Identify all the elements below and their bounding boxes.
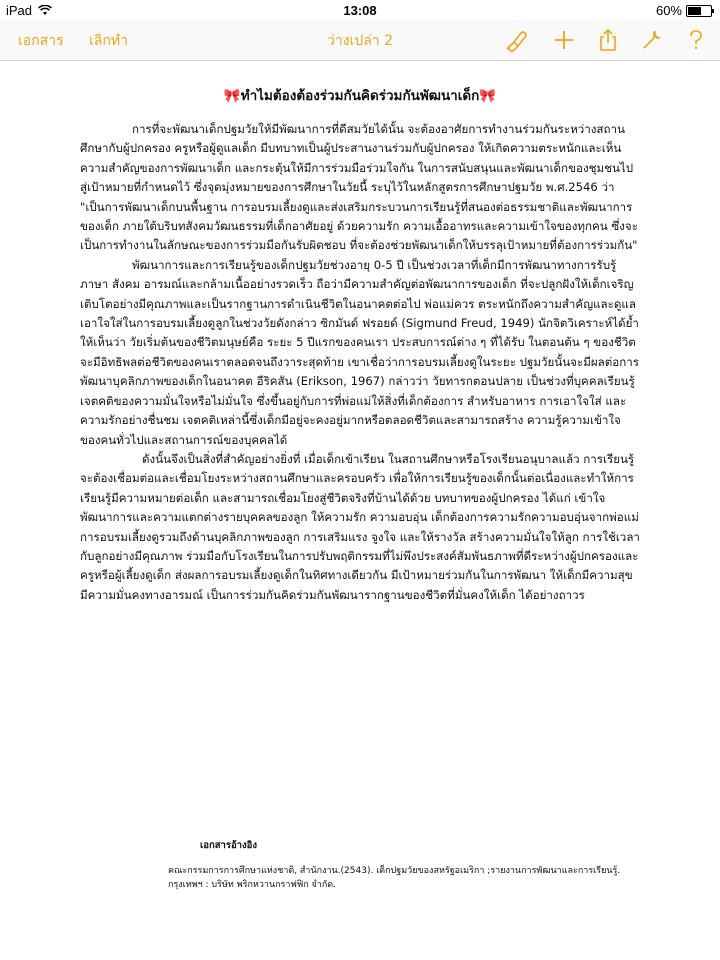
tools-wrench-icon[interactable] [640,28,664,52]
app-toolbar [0,20,720,61]
add-icon[interactable] [552,28,576,52]
documents-button[interactable]: เอกสาร [18,33,64,49]
battery-fill [688,7,701,15]
ribbon-icon-right: 🎀 [479,88,497,104]
carrier-label: iPad [6,3,33,18]
help-icon[interactable] [684,28,708,52]
format-brush-icon[interactable] [504,28,528,52]
battery-icon [686,5,712,17]
references-heading: เอกสารอ้างอิง [200,840,257,851]
heading-text: ทำไมต้องต้องร่วมกันคิดร่วมกันพัฒนาเด็ก [240,88,480,104]
document-heading [80,84,640,106]
battery-percent: 60% [655,3,682,18]
paragraph-3: ดังนั้นจึงเป็นสิ่งที่สำคัญอย่างยิ่งที่ เมื่อเด็กเข้าเรียน ในสถานศึกษาหรือโรงเรียนอนุบาลแล้ว การเรียนรู้จะต้องเชื่อมต่อและเชื่อมโยงระหว่างสถานศึกษาและครอบครัว เพื่อให้การเรียนรู้ของเด็กนั้นต่อเนื่องและทำให้การเรียนรู้มีความหมายต่อเด็ก และสามารถเชื่อมโยงสู่ชีวิตจริงที่บ้านได้ด้วย บทบาทของผู้ปกครอง ได้แก่ เข้าใจพัฒนาการและความแตกต่างรายบุคคลของลูก ให้ความรัก ความอบอุ่น เด็กต้องการความรักความอบอุ่นจากพ่อแม่ การอบรมเลี้ยงดูรวมถึงด้านบุคลิกภาพของลูก การเสริมแรง จูงใจ และให้รางวัล สร้างความมั่นใจให้ลูก การใช้เวลากับลูกอย่างมีคุณภาพ ร่วมมือกับโรงเรียนในการปรับพฤติกรรมที่ไม่พึงประสงค์สัมพันธภาพที่ดีระหว่างผู้ปกครองและครูหรือผู้เลี้ยงดูเด็ก ส่งผลการอบรมเลี้ยงดูเด็กในทิศทางเดียวกัน มีเป้าหมายร่วมกันในการพัฒนา ให้เด็กมีความสุข มีความมั่นคงทางอารมณ์ เป็นการร่วมกันคิดร่วมกันพัฒนารากฐานของชีวิตที่มั่นคงให้เด็ก ได้อย่างถาวร [80,451,640,602]
paragraph-1: การที่จะพัฒนาเด็กปฐมวัยให้มีพัฒนาการที่ดีสมวัยได้นั้น จะต้องอาศัยการทำงานร่วมกันระหว่างสถานศึกษากับผู้ปกครอง ครูหรือผู้ดูแลเด็ก มีบทบาทเป็นผู้ประสานงานร่วมกับผู้ปกครอง ให้เกิดความตระหนักและเห็นความสำคัญของการพัฒนาเด็ก และกระตุ้นให้มีการร่วมมือร่วมใจกัน ในการสนับสนุนและพัฒนาเด็กของชุมชนไปสู่เป้าหมายที่กำหนดไว้ ซึ่งจุดมุ่งหมายของการศึกษาในวัยนี้ ระบุไว้ในหลักสูตรการศึกษาปฐมวัย พ.ศ.2546 ว่า "เป็นการพัฒนาเด็กบนพื้นฐาน การอบรมเลี้ยงดูและส่งเสริมกระบวนการเรียนรู้ที่สนองต่อธรรมชาติและพัฒนาการของเด็ก ภายใต้บริบทสังคมวัฒนธรรมที่เด็กอาศัยอยู่ ด้วยความรัก ความเอื้ออาทรและความเข้าใจของทุกคน ซึ่งจะเป็นการทำงานในลักษณะของการร่วมมือกันรับผิดชอบ ที่จะต้องช่วยพัฒนาเด็กให้บรรลุเป้าหมายที่ต้องการร่วมกัน" [80,122,638,253]
ribbon-icon-left: 🎀 [223,88,241,104]
share-icon[interactable] [596,28,620,52]
status-right [656,3,712,18]
paragraph-2: พัฒนาการและการเรียนรู้ของเด็กปฐมวัยช่วงอายุ 0-5 ปี เป็นช่วงเวลาที่เด็กมีการพัฒนาทางการรับรู้ ภาษา สังคม อารมณ์และกล้ามเนื้ออย่างรวดเร็ว ถือว่ามีความสำคัญต่อพัฒนาการของเด็ก ที่จะปลูกฝังให้เด็กเจริญเติบโตอย่างมีคุณภาพและเป็นรากฐานการดำเนินชีวิตในอนาคตต่อไป พ่อแม่ควร ตระหนักถึงความสำคัญและดูแลเอาใจใส่ในการอบรมเลี้ยงดูลูกในช่วงวัยดังกล่าว ซิกมันด์ ฟรอยด์ (Sigmund Freud, 1949) นักจิตวิเคราะห์ได้ย้ำให้เห็นว่า วัยเริ่มต้นของชีวิตมนุษย์คือ ระยะ 5 ปีแรกของคนเรา ประสบการณ์ต่าง ๆ ที่ได้รับ ในตอนต้น ๆ ของชีวิตจะมีอิทธิพลต่อชีวิตของคนเราตลอดจนถึงวาระสุดท้าย เขาเชื่อว่าการอบรมเลี้ยงดูในระยะ ปฐมวัยนั้นจะมีผลต่อการพัฒนาบุคลิกภาพของเด็กในอนาคต อีริคสัน (Erikson, 1967) กล่าวว่า วัยทารกตอนปลาย เป็นช่วงที่บุคคลเรียนรู้เจตคติของความมั่นใจหรือไม่มั่นใจ ซึ่งขึ้นอยู่กับการที่พ่อแม่ให้สิ่งที่เด็กต้องการ สำหรับอาหาร การเอาใจใส่ และความรักอย่างชื่นชม เจตคติเหล่านี้ซึ่งเด็กมีอยู่จะคงอยู่มากหรือตลอดชีวิตและสามารถสร้าง ความรู้ความเข้าใจของคนทั่วไปและสถานการณ์ของบุคคลได้ [80,257,639,447]
undo-button[interactable]: เลิกทำ [89,33,128,49]
status-bar [0,0,720,20]
references-text: คณะกรรมการการศึกษาแห่งชาติ, สำนักงาน.(2543). เด็กปฐมวัยของสหรัฐอเมริกา ;รายงานการพัฒนาและการเรียนรู้. กรุงเทพฯ : บริษัท พริกหวานกราฟฟิก จำกัด. [168,866,621,890]
document-page[interactable] [80,84,640,605]
document-name[interactable]: ว่างเปล่า 2 [326,33,394,49]
status-time: 13:08 [343,3,377,18]
